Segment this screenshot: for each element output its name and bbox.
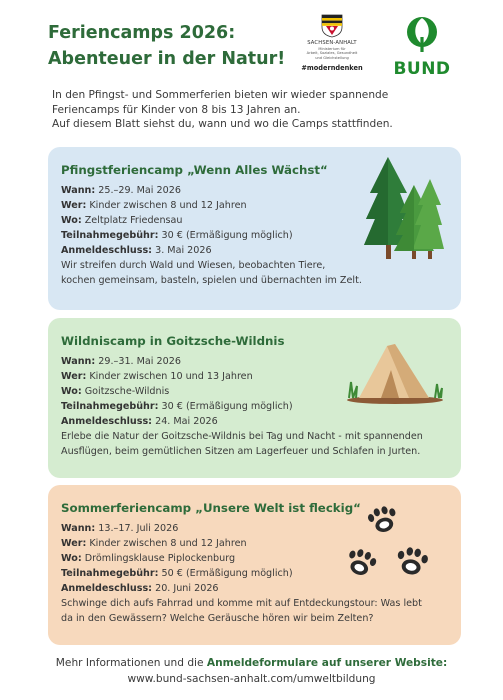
intro-text <box>52 88 462 132</box>
deadline-label: Anmeldeschluss: <box>61 416 153 427</box>
deadline-value: 20. Juni 2026 <box>155 583 219 594</box>
where-value: Zeltplatz Friedensau <box>84 215 183 226</box>
camp-title: Sommerferiencamp „Unsere Welt ist fleckig“ <box>61 501 361 515</box>
when-label: Wann: <box>61 185 96 196</box>
fee-value: 30 € (Ermäßigung möglich) <box>161 230 293 241</box>
fee-value: 30 € (Ermäßigung möglich) <box>161 401 293 412</box>
ministry-sub-3: und Gleichstellung <box>315 55 349 60</box>
where-label: Wo: <box>61 553 82 564</box>
who-value: Kinder zwischen 8 und 12 Jahren <box>89 200 247 211</box>
description-line-1: Erlebe die Natur der Goitzsche-Wildnis bei Tag und Nacht - mit spannenden <box>61 431 423 442</box>
fee-label: Teilnahmegebühr: <box>61 401 159 412</box>
where-value: Drömlingsklause Piplockenburg <box>84 553 236 564</box>
description-line-2: kochen gemeinsam, basteln, spielen und übernachten im Zelt. <box>61 275 362 286</box>
camp-title: Wildniscamp in Goitzsche-Wildnis <box>61 334 285 348</box>
intro-line-1: In den Pfingst- und Sommerferien bieten wir wieder spannende <box>52 89 389 101</box>
page-title <box>48 20 285 72</box>
footer <box>0 655 503 687</box>
paw-print-icon <box>394 545 430 579</box>
who-label: Wer: <box>61 200 87 211</box>
where-label: Wo: <box>61 215 82 226</box>
when-value: 29.–31. Mai 2026 <box>98 356 181 367</box>
where-label: Wo: <box>61 386 82 397</box>
camp-where <box>61 551 449 566</box>
footer-info <box>0 655 503 671</box>
when-label: Wann: <box>61 523 96 534</box>
camp-deadline <box>61 581 449 596</box>
ministry-sub-2: Arbeit, Soziales, Gesundheit <box>306 51 358 56</box>
deadline-value: 3. Mai 2026 <box>155 245 212 256</box>
ministry-sub-1: Ministerium für <box>318 47 346 51</box>
camp-card-sommer <box>48 485 461 645</box>
who-value: Kinder zwischen 10 und 13 Jahren <box>89 371 253 382</box>
ministry-name: SACHSEN-ANHALT <box>307 40 357 46</box>
description-line-1: Schwinge dich aufs Fahrrad und komme mit auf Entdeckungstour: Was lebt <box>61 598 422 609</box>
where-value: Goitzsche-Wildnis <box>84 386 170 397</box>
camp-card-wildnis <box>48 318 461 478</box>
when-value: 25.–29. Mai 2026 <box>98 185 181 196</box>
camp-fee <box>61 566 449 581</box>
when-value: 13.–17. Juli 2026 <box>98 523 179 534</box>
coat-of-arms-icon <box>321 14 343 38</box>
fee-label: Teilnahmegebühr: <box>61 230 159 241</box>
who-label: Wer: <box>61 538 87 549</box>
ministry-logo <box>296 14 368 72</box>
description-line-1: Wir streifen durch Wald und Wiesen, beobachten Tiere, <box>61 260 326 271</box>
when-label: Wann: <box>61 356 96 367</box>
camp-description <box>61 429 449 459</box>
website-link[interactable]: www.bund-sachsen-anhalt.com/umweltbildung <box>127 673 376 685</box>
camp-who <box>61 536 449 551</box>
ministry-subtitle <box>296 47 368 60</box>
paw-print-icon <box>366 505 400 535</box>
who-value: Kinder zwischen 8 und 12 Jahren <box>89 538 247 549</box>
intro-line-2: Feriencamps für Kinder von 8 bis 13 Jahren an. <box>52 103 301 116</box>
camp-deadline <box>61 414 449 429</box>
ministry-hashtag: #moderndenken <box>301 63 363 72</box>
description-line-2: da in den Gewässern? Welche Geräusche hören wir beim Zelten? <box>61 613 374 624</box>
tent-icon <box>343 340 445 406</box>
footer-text: Mehr Informationen und die <box>55 657 207 669</box>
bund-leaf-icon <box>402 15 442 55</box>
title-line-2: Abenteuer in der Natur! <box>48 49 286 69</box>
title-line-1: Feriencamps 2026: <box>48 23 236 43</box>
who-label: Wer: <box>61 371 87 382</box>
camp-title: Pfingstferiencamp „Wenn Alles Wächst“ <box>61 163 328 177</box>
camp-description <box>61 596 449 626</box>
deadline-value: 24. Mai 2026 <box>155 416 218 427</box>
camp-card-pfingsten <box>48 147 461 310</box>
fir-trees-icon <box>362 155 444 263</box>
fee-value: 50 € (Ermäßigung möglich) <box>161 568 293 579</box>
bund-logo <box>392 15 452 79</box>
intro-line-3: Auf diesem Blatt siehst du, wann und wo die Camps stattfinden. <box>52 118 393 130</box>
bund-wordmark: BUND <box>393 59 451 79</box>
deadline-label: Anmeldeschluss: <box>61 245 153 256</box>
description-line-2: Ausflügen, beim gemütlichen Sitzen am Lagerfeuer und Schlafen in Jurten. <box>61 446 421 457</box>
deadline-label: Anmeldeschluss: <box>61 583 153 594</box>
fee-label: Teilnahmegebühr: <box>61 568 159 579</box>
paw-print-icon <box>344 547 378 579</box>
footer-text-bold: Anmeldeformulare auf unserer Website: <box>206 657 448 669</box>
